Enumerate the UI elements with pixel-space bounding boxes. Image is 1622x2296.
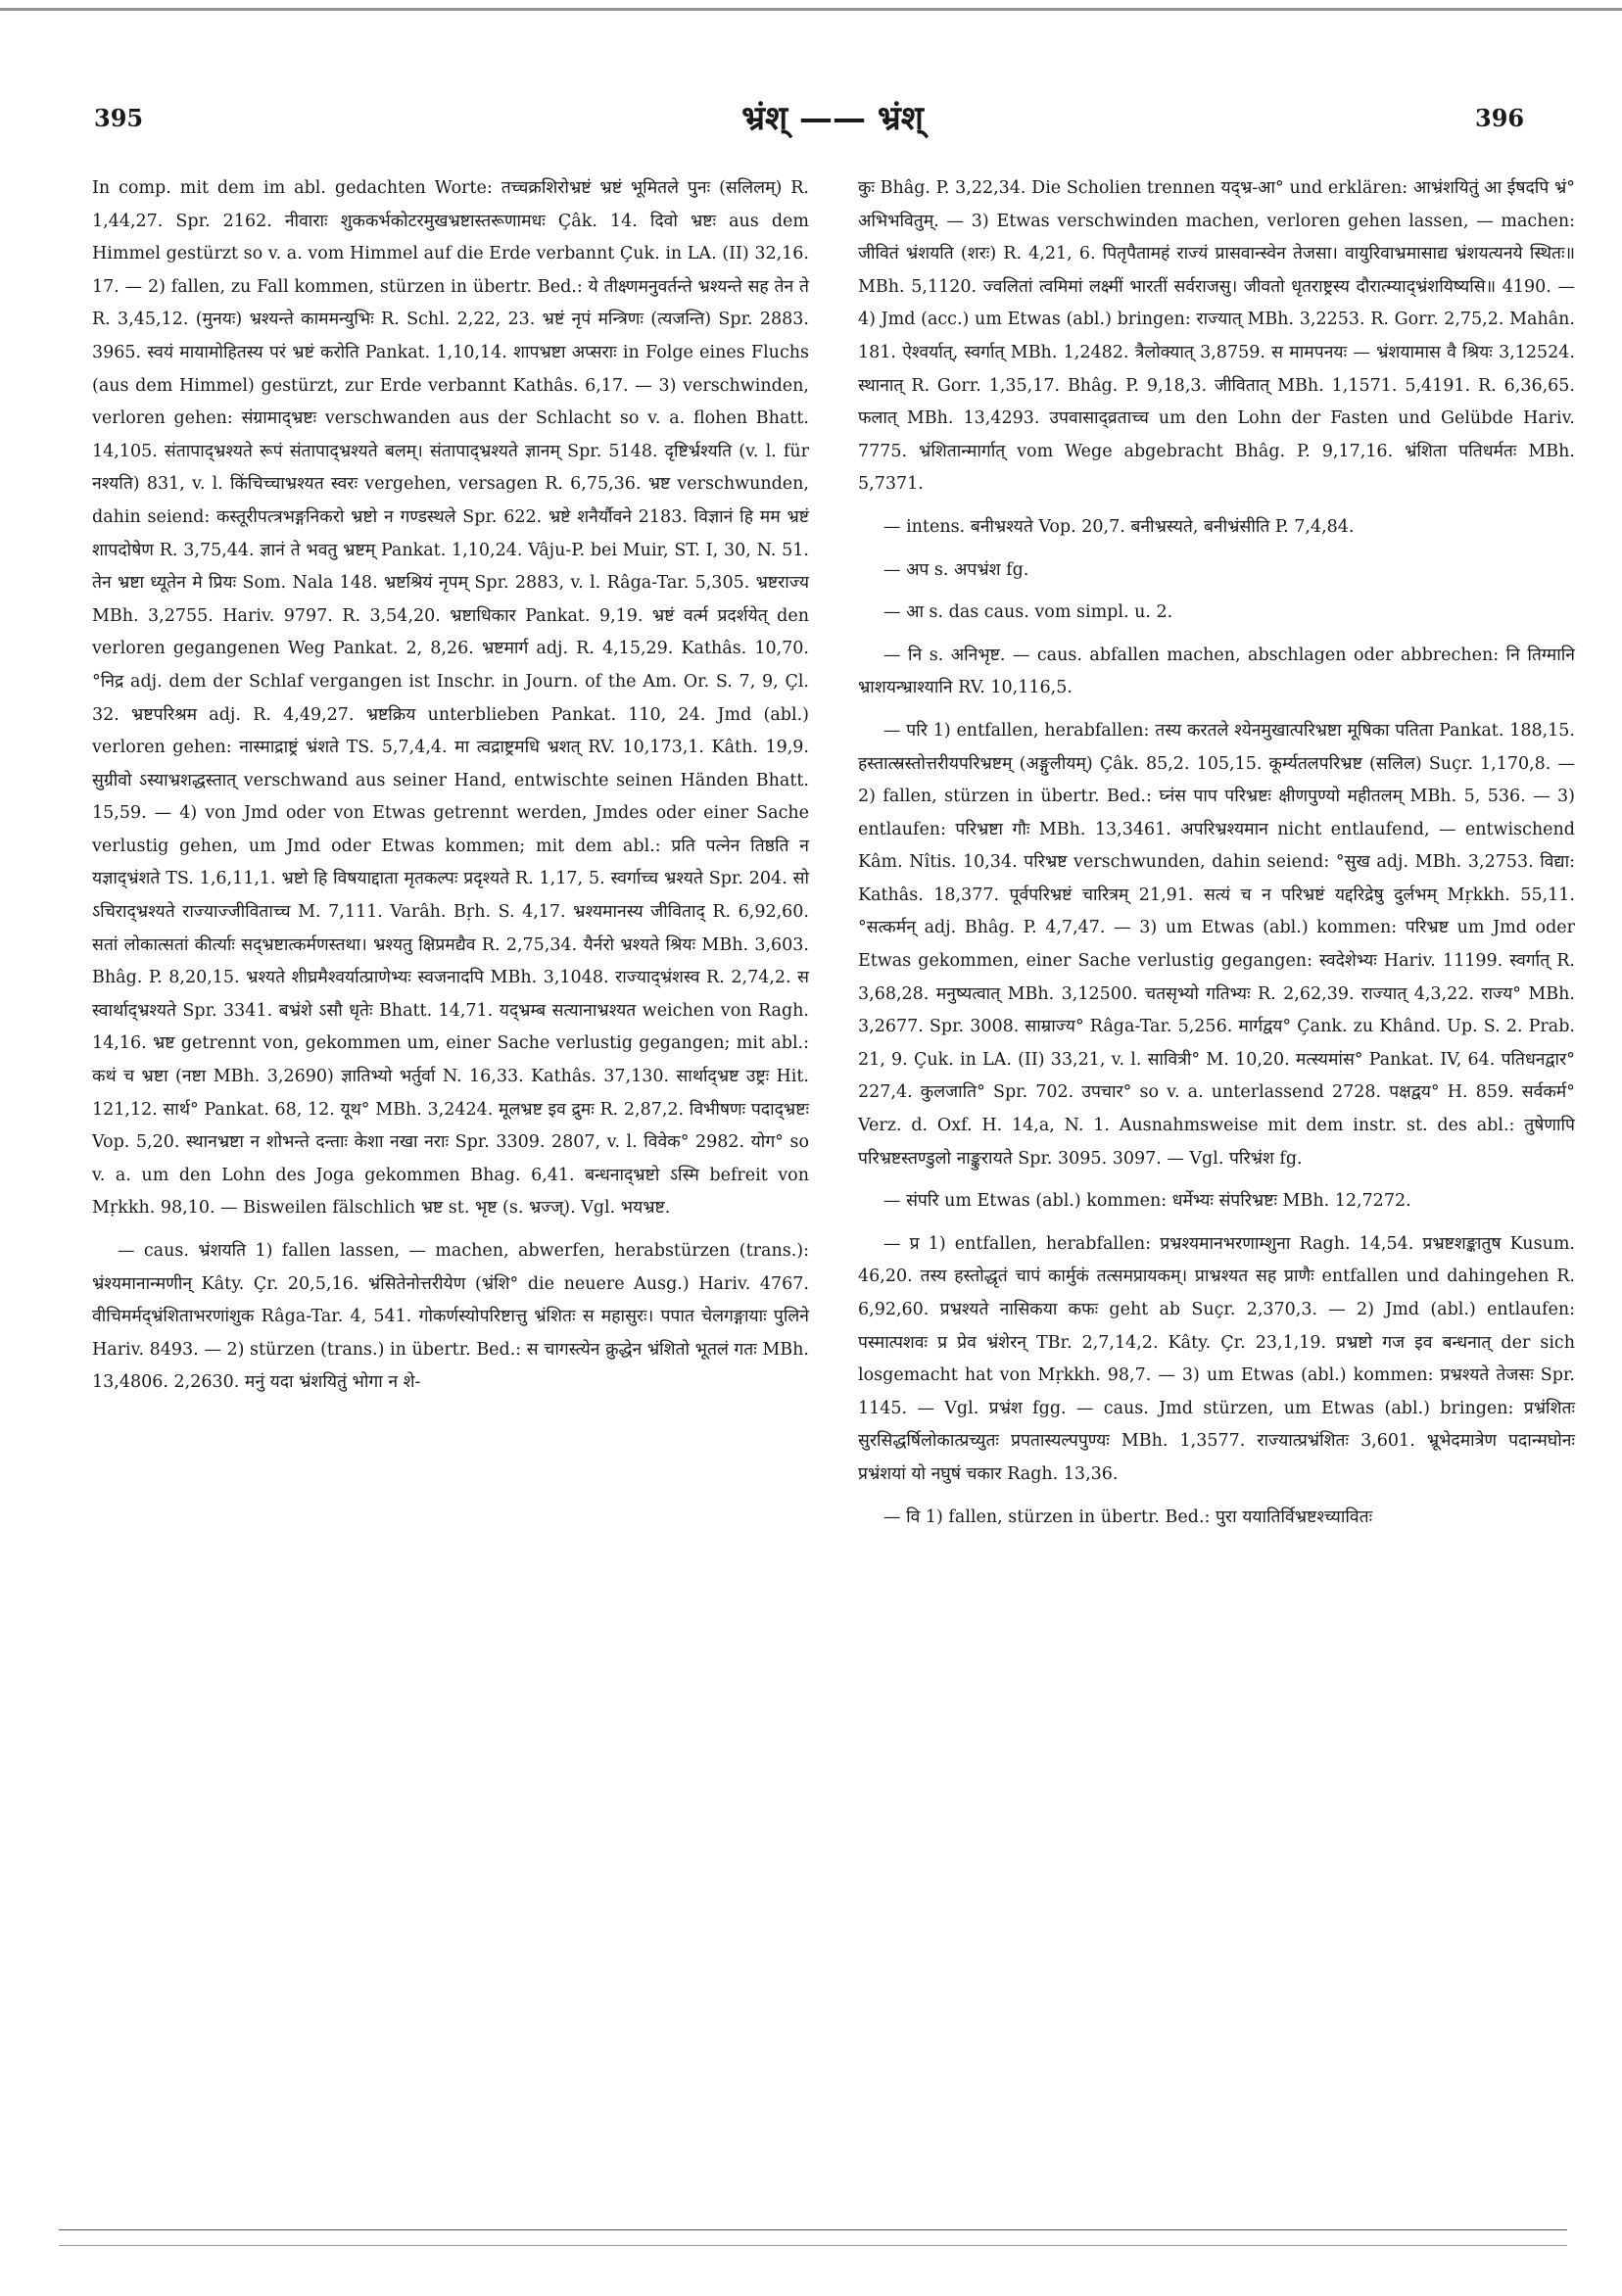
right-column — [858, 172, 1575, 1534]
right-paragraph: — परि 1) entfallen, herabfallen: तस्य करतले श्येनमुखात्परिभ्रष्टा मूषिका पतिता Pankat. 188,15. हस्तात्स्रस्तोत्तरीयपरिभ्रष्टम् (अङ्गुलीयम्) Çâk. 85,2. 105,15. कूर्म्यतलपरिभ्रष्ट (सलिल) Suçr. 1,170,8. — 2) fallen, stürzen in übertr. Bed.: घ्नंस पाप परिभ्रष्टः क्षीणपुण्यो महीतलम् MBh. 5, 536. — 3) entlaufen: परिभ्रष्टा गौः MBh. 13,3461. अपरिभ्रश्यमान nicht entlaufend, — entwischend Kâm. Nîtis. 10,34. परिभ्रष्ट verschwunden, dahin seiend: °सुख adj. MBh. 3,2753. विद्या: Kathâs. 18,377. पूर्वपरिभ्रष्टं चारित्रम् 21,91. सत्यं च न परिभ्रष्टं यद्दरिद्रेषु दुर्लभम् Mṛkkh. 55,11. °सत्कर्मन् adj. Bhâg. P. 4,7,47. — 3) um Etwas (abl.) kommen: परिभ्रष्ट um Jmd oder Etwas gekommen, einer Sache verlustig gegangen: स्वदेशेभ्यः Hariv. 11199. स्वर्गात् R. 3,68,28. मनुष्यत्वात् MBh. 3,12500. चतसृभ्यो गतिभ्यः R. 2,62,39. राज्यात् 4,3,22. राज्य° MBh. 3,2677. Spr. 3008. साम्राज्य° Râga-Tar. 5,256. मार्गद्वय° Çank. zu Khând. Up. S. 2. Prab. 21, 9. Çuk. in LA. (II) 33,21, v. l. सावित्री° M. 10,20. मत्स्यमांस° Pankat. IV, 64. पतिधनद्वार° 227,4. कुलजाति° Spr. 702. उपचार° so v. a. unterlassend 2728. पक्षद्वय° H. 859. सर्वकर्म° Verz. d. Oxf. H. 14,a, N. 1. Ausnahmsweise mit dem instr. st. des abl.: तुषेणापि परिभ्रष्टस्तण्डुलो नाङ्कुरायते Spr. 3095. 3097. — Vgl. परिभ्रंश fg. — [858, 720, 1575, 1169]
right-paragraph: — आ s. das caus. vom simpl. u. 2. — [883, 602, 1173, 623]
bottom-rule-secondary — [59, 2245, 1567, 2246]
left-paragraph: — caus. भ्रंशयति 1) fallen lassen, — machen, abwerfen, herabstürzen (trans.): भ्रंश्यमानान्मणीन् Kâty. Çr. 20,5,16. भ्रंसितेनोत्तरीयेण (भ्रंशि° die neuere Ausg.) Hariv. 4767. वीचिमर्मद्भ्रंशिताभरणांशुक Râga-Tar. 4, 541. गोकर्णस्योपरिष्टात्तु भ्रंशितः स महासुरः। पपात चेलगङ्गायाः पुलिने Hariv. 8493. — 2) stürzen (trans.) in übertr. Bed.: स चागस्त्येन क्रुद्धेन भ्रंशितो भूतलं गतः MBh. 13,4806. 2,2630. मनुं यदा भ्रंशयितुं भोगा न शे- — [92, 1241, 809, 1393]
right-paragraph: — प्र 1) entfallen, herabfallen: प्रभ्रश्यमानभरणाम्शुना Ragh. 14,54. प्रभ्रष्टशङ्कातुष Kusum. 46,20. तस्य हस्तोद्धृतं चापं कार्मुकं तत्समप्रायकम्। प्राभ्रश्यत सह प्राणैः entfallen und dahingehen R. 6,92,60. प्रभ्रश्यते नासिकया कफः geht ab Suçr. 2,370,3. — 2) Jmd (abl.) entlaufen: पस्मात्पशवः प्र प्रेव भ्रंशेरन् TBr. 2,7,14,2. Kâty. Çr. 23,1,19. प्रभ्रष्टो गज इव बन्धनात् der sich losgemacht hat von Mṛkkh. 98,7. — 3) um Etwas (abl.) kommen: प्रभ्रश्यते तेजसः Spr. 1145. — Vgl. प्रभ्रंश fgg. — caus. Jmd stürzen, um Etwas (abl.) bringen: प्रभ्रंशितः सुरसिद्धर्षिलोकात्प्रच्युतः प्रपतास्यल्पपुण्यः MBh. 1,3577. राज्यात्प्रभ्रंशितः 3,601. भ्रूभेदमात्रेण पदान्मघोनः प्रभ्रंशयां यो नघुषं चकार Ragh. 13,36. — [858, 1233, 1575, 1484]
right-paragraph: — intens. बनीभ्रश्यते Vop. 20,7. बनीभ्रस्यते, बनीभ्रंसीति P. 7,4,84. — [883, 516, 1355, 537]
right-paragraph: कुः Bhâg. P. 3,22,34. Die Scholien trennen यद्भ्र-आ° und erklären: आभ्रंशयितुं आ ईषदपि भ्रं° अभिभवितुम्. — 3) Etwas verschwinden machen, verloren gehen lassen, — machen: जीवितं भ्रंशयति (शरः) R. 4,21, 6. पितृपैतामहं राज्यं प्रासवान्स्वेन तेजसा। वायुरिवाभ्रमासाद्य भ्रंशयत्यनये स्थितः॥ MBh. 5,1120. ज्वलितां त्वमिमां लक्ष्मीं भारतीं सर्वराजसु। जीवतो धृतराष्ट्रस्य दौरात्म्याद्भ्रंशयिष्यसि॥ 4190. — 4) Jmd (acc.) um Etwas (abl.) bringen: राज्यात् MBh. 3,2253. R. Gorr. 2,75,2. Mahân. 181. ऐश्वर्यात्, स्वर्गात् MBh. 1,2482. त्रैलोक्यात् 3,8759. स मामपनयः — भ्रंशयामास वै श्रियः 3,12524. स्थानात् R. Gorr. 1,35,17. Bhâg. P. 9,18,3. जीवितात् MBh. 1,1571. 5,4191. R. 6,36,65. फलात् MBh. 13,4293. उपवासाद्व्रताच्च um den Lohn der Fasten und Gelübde Hariv. 7775. भ्रंशितान्मार्गात् vom Wege abgebracht Bhâg. P. 9,17,16. भ्रंशिता पतिधर्मतः MBh. 5,7371. — [858, 178, 1575, 495]
right-paragraph: — संपरि um Etwas (abl.) kommen: धर्मेभ्यः संपरिभ्रष्टः MBh. 12,7272. — [883, 1191, 1411, 1212]
right-paragraph: — अप s. अपभ्रंश fg. — [883, 559, 1029, 580]
running-head: भ्रंश् —— भ्रंश् — [741, 99, 924, 138]
bottom-rule — [59, 2229, 1567, 2230]
page-number-right: 396 — [1475, 104, 1525, 132]
right-paragraph: — वि 1) fallen, stürzen in übertr. Bed.: पुरा ययातिर्विभ्रष्टश्च्यावितः — [883, 1507, 1373, 1527]
right-paragraph: — नि s. अनिभृष्ट. — caus. abfallen machen, abschlagen oder abbrechen: नि तिग्मानि भ्राशयन्भ्राश्यानि RV. 10,116,5. — [858, 645, 1575, 698]
top-rule — [0, 8, 1622, 11]
page-number-left: 395 — [94, 104, 144, 132]
left-column — [92, 172, 809, 1400]
left-paragraph: In comp. mit dem im abl. gedachten Worte: तच्चक्रशिरोभ्रष्टं भ्रष्टं भूमितले पुनः (सलिलम्) R. 1,44,27. Spr. 2162. नीवाराः शुककर्भकोटरमुखभ्रष्टास्तरूणामधः Çâk. 14. दिवो भ्रष्टः aus dem Himmel gestürzt so v. a. vom Himmel auf die Erde verbannt Çuk. in LA. (II) 32,16. 17. — 2) fallen, zu Fall kommen, stürzen in übertr. Bed.: ये तीक्ष्णमनुवर्तन्ते भ्रश्यन्ते सह तेन ते R. 3,45,12. (मुनयः) भ्रश्यन्ते काममन्युभिः R. Schl. 2,22, 23. भ्रष्टं नृपं मन्त्रिणः (त्यजन्ति) Spr. 2883. 3965. स्वयं मायामोहितस्य परं भ्रष्टं करोति Pankat. 1,10,14. शापभ्रष्टा अप्सराः in Folge eines Fluchs (aus dem Himmel) gestürzt, zur Erde verbannt Kathâs. 6,17. — 3) verschwinden, verloren gehen: संग्रामाद्भ्रष्टः verschwanden aus der Schlacht so v. a. flohen Bhatt. 14,105. संतापाद्भ्रश्यते रूपं संतापाद्भ्रश्यते बलम्। संतापाद्भ्रश्यते ज्ञानम् Spr. 5148. दृष्टिर्भ्रश्यति (v. l. für नश्यति) 831, v. l. किंचिच्चाभ्रश्यत स्वरः vergehen, versagen R. 6,75,36. भ्रष्ट verschwunden, dahin seiend: कस्तूरीपत्त्रभङ्गनिकरो भ्रष्टो न गण्डस्थले Spr. 622. भ्रष्टे शनैर्यौवने 2183. विज्ञानं हि मम भ्रष्टं शापदोषेण R. 3,75,44. ज्ञानं ते भवतु भ्रष्टम् Pankat. 1,10,24. Vâju-P. bei Muir, ST. I, 30, N. 51. तेन भ्रष्टा ध्यूतेन मे प्रियः Som. Nala 148. भ्रष्टश्रियं नृपम् Spr. 2883, v. l. Râga-Tar. 5,305. भ्रष्टराज्य MBh. 3,2755. Hariv. 9797. R. 3,54,20. भ्रष्टाधिकार Pankat. 9,19. भ्रष्टं वर्त्म प्रदर्शयेत् den verloren gegangenen Weg Pankat. 2, 8,26. भ्रष्टमार्ग adj. R. 4,15,29. Kathâs. 10,70. °निद्र adj. dem der Schlaf vergangen ist Inschr. in Journ. of the Am. Or. S. 7, 9, Çl. 32. भ्रष्टपरिश्रम adj. R. 4,49,27. भ्रष्टक्रिय unterblieben Pankat. 110, 24. Jmd (abl.) verloren gehen: नास्माद्राष्ट्रं भ्रंशते TS. 5,7,4,4. मा त्वद्राष्ट्रमधि भ्रशत् RV. 10,173,1. Kâth. 19,9. सुग्रीवो ऽस्याभ्रशद्धस्तात् verschwand aus seiner Hand, entwischte seinen Händen Bhatt. 15,59. — 4) von Jmd oder von Etwas getrennt werden, Jmdes oder einer Sache verlustig gehen, um Jmd oder Etwas kommen; mit dem abl.: प्रति पत्नेन तिष्ठति न यज्ञाद्भ्रंशते TS. 1,6,11,1. भ्रष्टो हि विषयाद्दाता मृतकल्पः प्रदृश्यते R. 1,17, 5. स्वर्गाच्च भ्रश्यते Spr. 204. सो ऽचिराद्भ्रश्यते राज्याज्जीविताच्च M. 7,111. Varâh. Bṛh. S. 4,17. भ्रश्यमानस्य जीविताद् R. 6,92,60. सतां लोकात्सतां कीर्त्याः सद्भ्रष्टात्कर्मणस्तथा। भ्रश्यतु क्षिप्रमद्यैव R. 2,75,34. यैर्नरो भ्रश्यते श्रियः MBh. 3,603. Bhâg. P. 8,20,15. भ्रश्यते शीघ्रमैश्वर्यात्प्राणेभ्यः स्वजनादपि MBh. 3,1048. राज्याद्भ्रंशस्व R. 2,74,2. स स्वार्थाद्भ्रश्यते Spr. 3341. बभ्रंशे ऽसौ धृतेः Bhatt. 14,71. यद्भ्रम्ब सत्यानाभ्रश्यत weichen von Ragh. 14,16. भ्रष्ट getrennt von, gekommen um, einer Sache verlustig gegangen; mit abl.: कथं च भ्रष्टा (नष्टा MBh. 3,2690) ज्ञातिभ्यो भर्तुर्वा N. 16,33. Kathâs. 37,130. सार्थाद्भ्रष्ट उष्ट्रः Hit. 121,12. सार्थ° Pankat. 68, 12. यूथ° MBh. 3,2424. मूलभ्रष्ट इव द्रुमः R. 2,87,2. विभीषणः पदाद्भ्रष्टः Vop. 5,20. स्थानभ्रष्टा न शोभन्ते दन्ताः केशा नखा नराः Spr. 3309. 2807, v. l. विवेक° 2982. योग° so v. a. um den Lohn des Joga gekommen Bhag. 6,41. बन्धनाद्भ्रष्टो ऽस्मि befreit von Mṛkkh. 98,10. — Bisweilen fälschlich भ्रष्ट st. भृष्ट (s. भ्रज्ज्). Vgl. भयभ्रष्ट. — [92, 178, 809, 1219]
